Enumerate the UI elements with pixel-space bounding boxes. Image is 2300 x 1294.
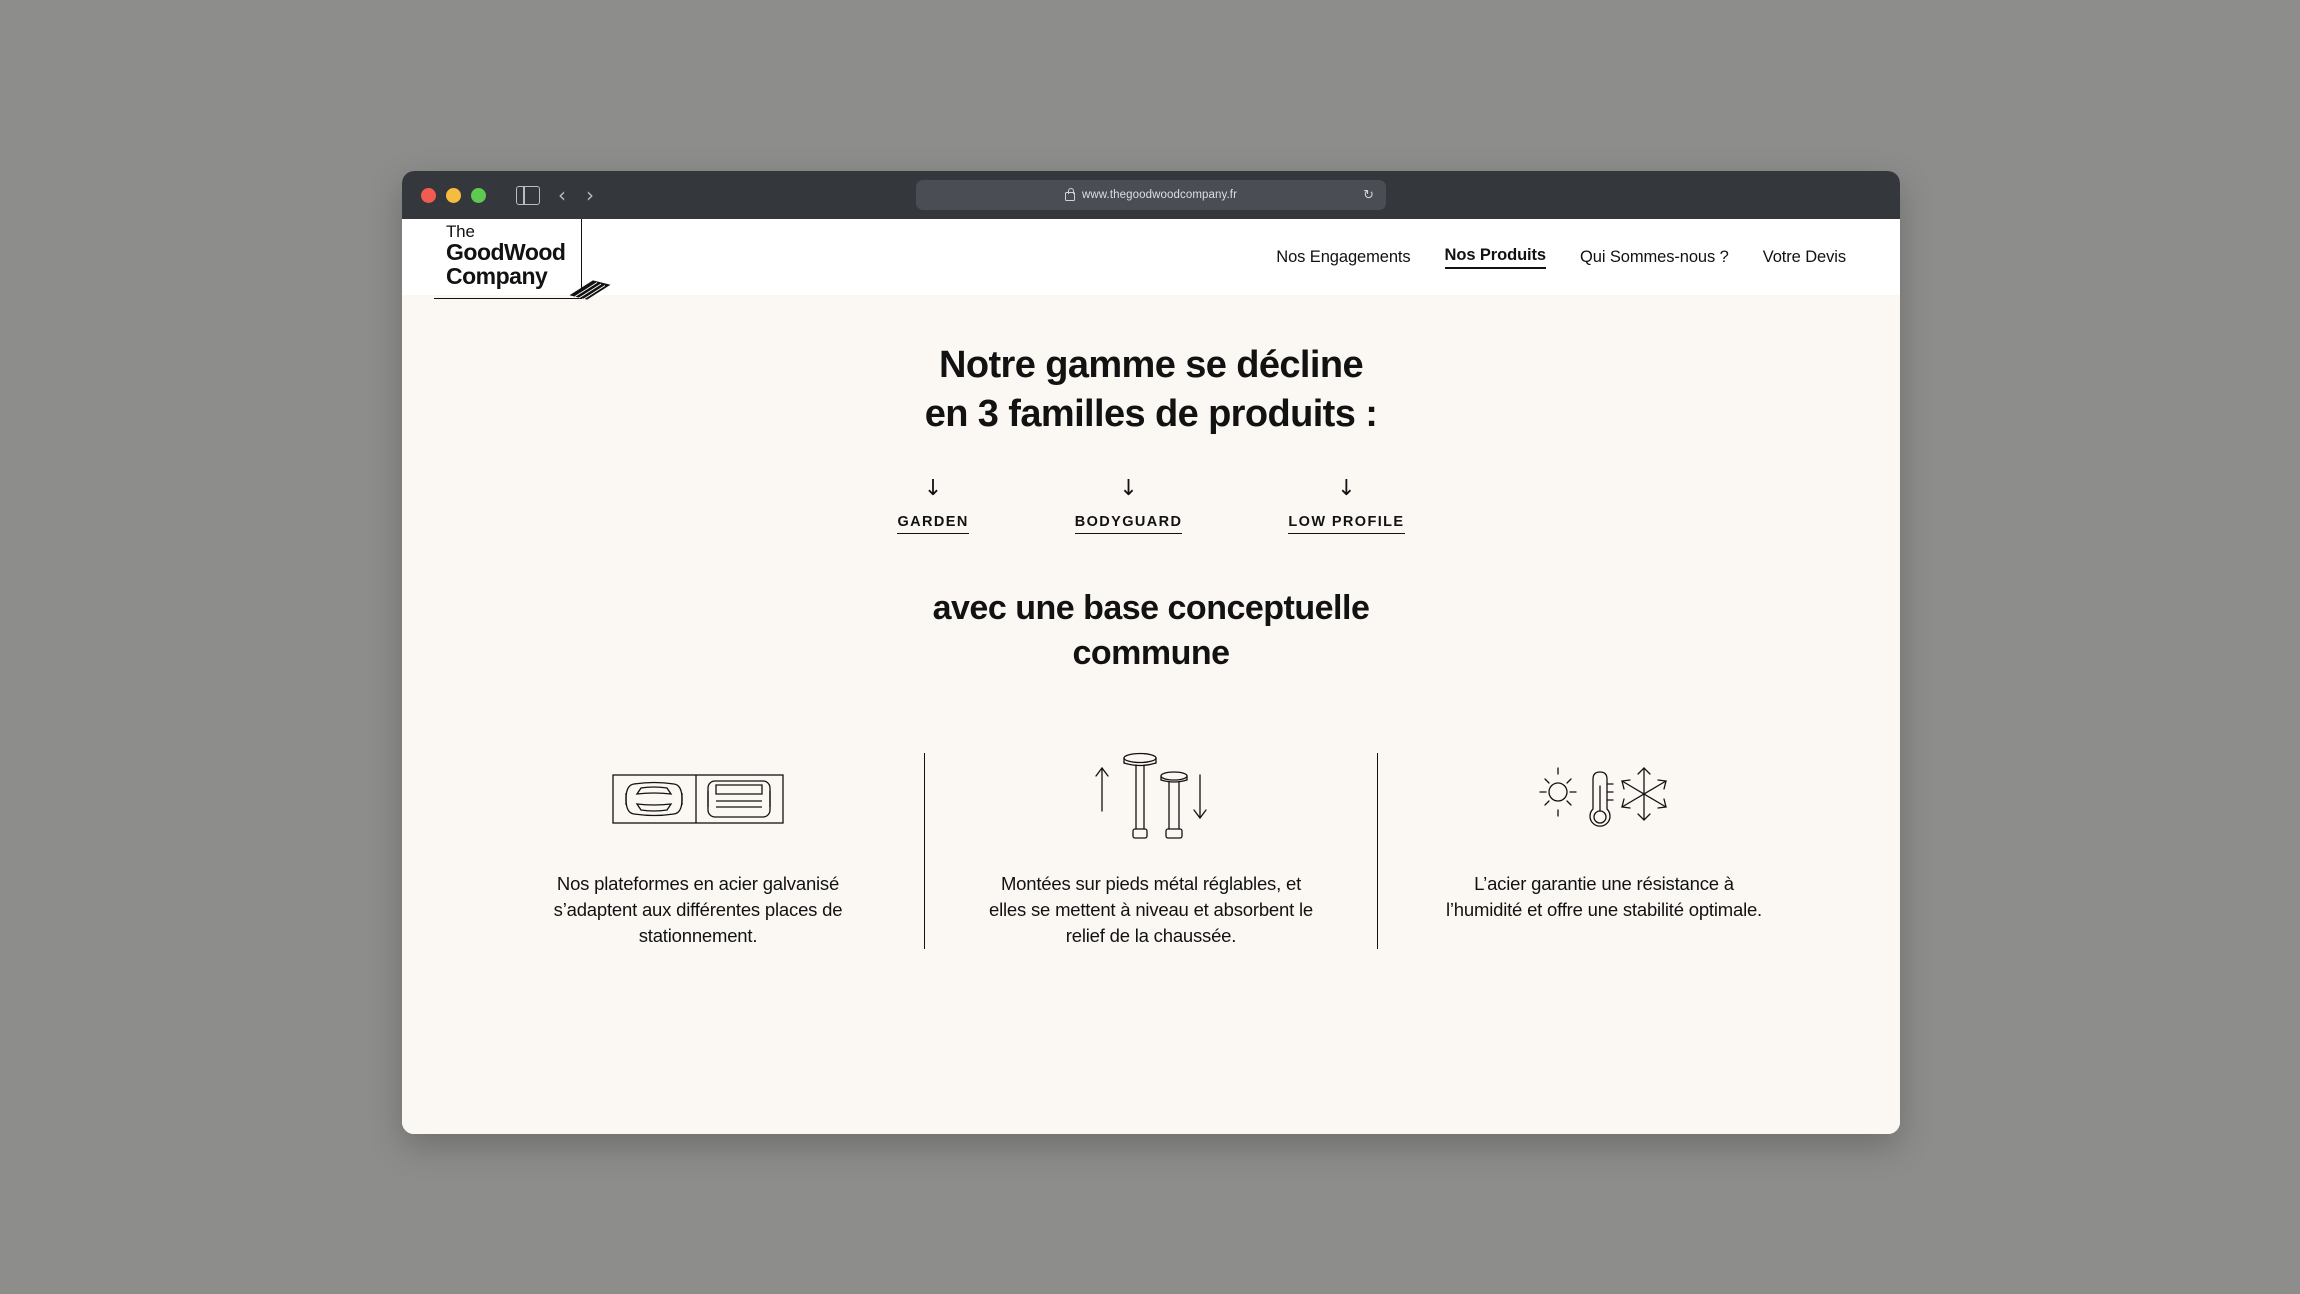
feature-text-adjustable-feet: Montées sur pieds métal réglables, et elles se mettent à niveau et absorbent le relief de la chaussée. bbox=[989, 872, 1313, 947]
address-bar-url: www.thegoodwoodcompany.fr bbox=[1081, 189, 1238, 201]
toolbar-icons bbox=[516, 186, 540, 205]
maximize-window-button[interactable] bbox=[471, 188, 486, 203]
down-arrow-icon: ↓ bbox=[1119, 476, 1138, 502]
feature-columns bbox=[402, 753, 1900, 950]
product-families bbox=[402, 478, 1900, 534]
family-link-bodyguard[interactable] bbox=[1075, 478, 1183, 534]
page-title-line-2: en 3 familles de produits : bbox=[924, 392, 1378, 435]
section-subtitle-line-2: commune bbox=[1072, 634, 1230, 673]
feature-item-platforms bbox=[472, 753, 924, 950]
back-icon[interactable]: ‹ bbox=[558, 183, 566, 207]
main-navigation bbox=[1276, 246, 1864, 269]
site-logo[interactable] bbox=[434, 219, 582, 299]
logo-line-3: Company bbox=[446, 262, 548, 289]
page-title-line-1: Notre gamme se décline bbox=[939, 344, 1363, 386]
down-arrow-icon: ↓ bbox=[1337, 476, 1356, 502]
close-window-button[interactable] bbox=[421, 188, 436, 203]
logo-line-1: The bbox=[446, 222, 475, 242]
forward-icon[interactable]: › bbox=[586, 183, 594, 207]
sidebar-toggle-icon[interactable] bbox=[516, 186, 540, 205]
family-link-low-profile[interactable] bbox=[1288, 478, 1404, 534]
browser-window bbox=[402, 171, 1900, 1134]
reload-icon[interactable]: ↻ bbox=[1363, 187, 1374, 203]
page-content bbox=[402, 219, 1900, 1134]
feature-text-platforms: Nos plateformes en acier galvanisé s’adaptent aux différentes places de stationnement. bbox=[553, 872, 843, 947]
adjustable-feet-icon bbox=[1086, 753, 1216, 845]
family-link-garden[interactable] bbox=[897, 478, 968, 534]
nav-item-nos-engagements[interactable]: Nos Engagements bbox=[1276, 247, 1411, 266]
nav-item-qui-sommes-nous[interactable]: Qui Sommes-nous ? bbox=[1580, 247, 1729, 266]
navigation-arrows bbox=[558, 185, 594, 205]
wood-plank-icon bbox=[567, 275, 613, 310]
hero-section bbox=[402, 295, 1900, 438]
site-header bbox=[402, 219, 1900, 295]
parking-cars-icon bbox=[612, 753, 784, 845]
logo-line-2: GoodWood bbox=[446, 238, 566, 265]
feature-item-adjustable-feet bbox=[924, 753, 1377, 950]
minimize-window-button[interactable] bbox=[446, 188, 461, 203]
section-subtitle bbox=[402, 586, 1900, 676]
browser-titlebar bbox=[402, 171, 1900, 219]
nav-item-nos-produits[interactable]: Nos Produits bbox=[1445, 246, 1546, 269]
feature-item-weather-resistance bbox=[1377, 753, 1830, 950]
weather-resistance-icon bbox=[1534, 753, 1674, 845]
lock-icon bbox=[1065, 192, 1075, 201]
family-label-bodyguard: BODYGUARD bbox=[1075, 514, 1183, 534]
down-arrow-icon: ↓ bbox=[923, 476, 943, 502]
section-subtitle-line-1: avec une base conceptuelle bbox=[932, 589, 1370, 628]
window-controls[interactable] bbox=[421, 188, 486, 203]
page-title bbox=[402, 341, 1900, 438]
feature-text-weather-resistance: L’acier garantie une résistance à l’humidité et offre une stabilité optimale. bbox=[1445, 872, 1763, 920]
family-label-low-profile: LOW PROFILE bbox=[1288, 514, 1404, 534]
nav-item-votre-devis[interactable]: Votre Devis bbox=[1762, 247, 1846, 266]
address-bar[interactable] bbox=[916, 180, 1386, 210]
family-label-garden: GARDEN bbox=[897, 514, 968, 534]
